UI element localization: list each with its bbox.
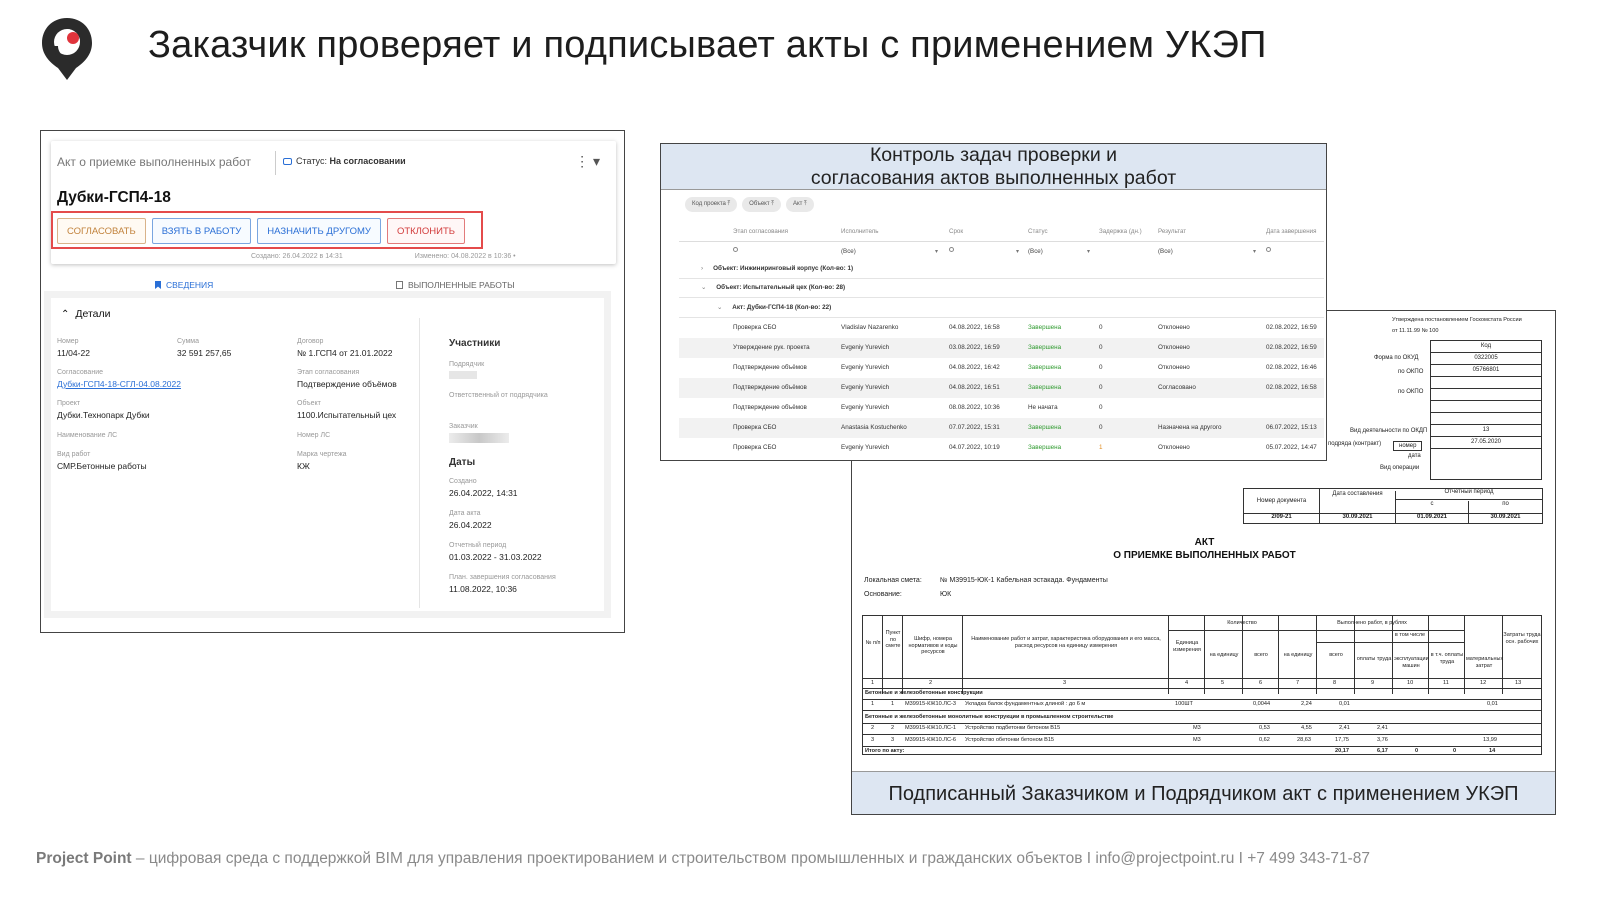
tabs-bar <box>51 276 616 298</box>
footer-text: – цифровая среда с поддержкой BIM для управления проектированием и строительством промышленных и гражданских объектов I info@projectpoint.ru I +7 499 343-71-87 <box>131 850 1371 867</box>
col-number: 7 <box>1296 680 1300 686</box>
cell-due: 03.08.2022, 16:59 <box>949 344 1000 351</box>
bookmark-icon <box>155 281 161 289</box>
empty-row <box>1431 389 1541 401</box>
approved-date: от 11.11.99 № 100 <box>1392 328 1439 334</box>
cell-done: 05.07.2022, 14:47 <box>1266 444 1317 451</box>
cell-due: 04.08.2022, 16:42 <box>949 364 1000 371</box>
col-number: 3 <box>1063 680 1067 686</box>
doc-name: Дубки-ГСП4-18 <box>57 189 171 206</box>
col-number: 11 <box>1443 680 1449 686</box>
col-number: 9 <box>1371 680 1375 686</box>
chevron-down-icon: ⌄ <box>717 304 723 311</box>
cell: 2,41 <box>1339 725 1350 731</box>
cell-result: Отклонено <box>1158 324 1190 331</box>
field-label: Ответственный от подрядчика <box>449 392 548 399</box>
redacted-value <box>449 433 509 443</box>
cell: 0,01 <box>1339 701 1350 707</box>
approve-button[interactable]: СОГЛАСОВАТЬ <box>57 218 146 244</box>
col-number: 4 <box>1185 680 1189 686</box>
section-title: Бетонные и железобетонные монолитные конструкции в промышленном строительстве <box>865 714 1114 720</box>
section-title: Бетонные и железобетонные конструкции <box>865 690 983 696</box>
act-subheading: О ПРИЕМКЕ ВЫПОЛНЕННЫХ РАБОТ <box>1113 550 1296 561</box>
col-number: 10 <box>1407 680 1414 686</box>
header-line <box>863 678 1541 679</box>
act-card-screenshot <box>40 130 625 633</box>
field-label: Объект <box>297 400 321 407</box>
task-control-table <box>660 143 1327 461</box>
table-row[interactable] <box>679 398 1324 418</box>
header-divider <box>275 151 276 175</box>
cell-executor: Evgeniy Yurevich <box>841 444 890 451</box>
code-header: Код <box>1431 341 1541 353</box>
field-contract <box>297 338 392 358</box>
cell: 0,62 <box>1259 737 1270 743</box>
modified-meta: Изменено: 04.08.2022 в 10:36 • <box>414 253 516 260</box>
field-label: Отчетный период <box>449 542 507 549</box>
chevron-right-icon: › <box>701 265 704 272</box>
cell-status: Завершена <box>1028 424 1062 431</box>
col-header-executor[interactable]: Исполнитель <box>841 228 879 235</box>
group-row[interactable] <box>679 299 1324 318</box>
cell-due: 04.07.2022, 10:19 <box>949 444 1000 451</box>
doc-type-label: Акт о приемке выполненных работ <box>57 155 251 169</box>
col-number: 2 <box>929 680 933 686</box>
cell-due: 08.08.2022, 10:36 <box>949 404 1000 411</box>
field-value: 26.04.2022, 14:31 <box>449 488 518 498</box>
field-number <box>57 338 90 358</box>
cell-stage: Проверка СБО <box>733 444 777 451</box>
doc-date-header: Дата составления <box>1320 491 1396 513</box>
field-label: Номер <box>57 338 79 345</box>
number-label: номер <box>1393 441 1422 451</box>
empty-row <box>1431 413 1541 425</box>
column-divider <box>419 318 420 608</box>
grouping-chips <box>685 197 814 212</box>
cell-due: 04.08.2022, 16:58 <box>949 324 1000 331</box>
participants-title: Участники <box>449 338 501 349</box>
cell-stage: Проверка СБО <box>733 324 777 331</box>
col-qty-unit: на единицу <box>1209 652 1239 658</box>
doc-num-value: 2/09-21 <box>1244 514 1320 524</box>
total-cell: 20,17 <box>1335 748 1349 754</box>
slide-title: Заказчик проверяет и подписывает акты с применением УКЭП <box>148 24 1267 66</box>
col-number: 6 <box>1259 680 1263 686</box>
footer-brand: Project Point <box>36 850 132 867</box>
cell: М39915-КЖ10.ЛС-1 <box>905 725 956 731</box>
works-table <box>862 615 1542 755</box>
task-control-banner <box>661 144 1326 190</box>
col-incl: в том числе <box>1394 632 1426 638</box>
footer <box>36 850 1370 868</box>
row-line <box>863 746 1541 747</box>
total-label: Итого по акту: <box>865 748 905 754</box>
okud-value: 0322005 <box>1431 353 1541 365</box>
cell: 2,24 <box>1301 701 1312 707</box>
cell-done: 02.08.2022, 16:59 <box>1266 324 1317 331</box>
cell: 3 <box>871 737 875 743</box>
take-to-work-button[interactable]: ВЗЯТЬ В РАБОТУ <box>152 218 252 244</box>
cell: Укладка балок фундаментных длиной : до 6 м <box>965 701 1086 707</box>
field-responsible <box>449 392 548 402</box>
dropdown-icon[interactable]: ▾ <box>1253 248 1257 255</box>
field-label: Дата акта <box>449 510 481 517</box>
cell: 28,63 <box>1297 737 1311 743</box>
field-label: Подрядчик <box>449 361 485 368</box>
col-name: Наименование работ и затрат, характеристика оборудования и его масса, расход ресурсов на единицу измерения <box>971 636 1161 649</box>
field-ls-number <box>297 432 330 442</box>
redacted-value <box>449 371 477 379</box>
field-label: Проект <box>57 400 81 407</box>
approved-by: Утверждена постановлением Госкомстата России <box>1392 317 1522 323</box>
field-approval <box>57 369 181 389</box>
details-title: Детали <box>75 308 111 320</box>
cell-stage: Подтверждение объёмов <box>733 384 807 391</box>
header-line <box>1317 642 1465 643</box>
field-value: 11.08.2022, 10:36 <box>449 584 517 594</box>
field-label: Марка чертежа <box>297 451 347 458</box>
cell: 2,41 <box>1377 725 1388 731</box>
field-label: Создано <box>449 478 477 485</box>
meta-line <box>251 253 588 260</box>
field-value: Дубки.Технопарк Дубки <box>57 410 150 420</box>
total-cell: 0 <box>1453 748 1457 754</box>
status-prefix: Статус: <box>296 156 330 166</box>
cell-status: Завершена <box>1028 384 1062 391</box>
cell-status: Завершена <box>1028 444 1062 451</box>
col-header-status[interactable]: Статус <box>1028 228 1048 235</box>
col-done: Выполнено работ, в рублях <box>1337 620 1407 626</box>
field-period <box>449 542 542 562</box>
document-icon <box>396 281 403 289</box>
col-header-stage[interactable]: Этап согласования <box>733 228 788 235</box>
col-header-due[interactable]: Срок <box>949 228 964 235</box>
okpo2-label: по ОКПО <box>1398 389 1424 395</box>
cell-due: 04.08.2022, 16:51 <box>949 384 1000 391</box>
field-plan <box>449 574 556 594</box>
to-value: 30.09.2021 <box>1490 514 1521 520</box>
field-drawing <box>297 451 347 471</box>
cell: М39915-КЖ10.ЛС-6 <box>905 737 956 743</box>
field-value: 26.04.2022 <box>449 520 492 530</box>
field-created <box>449 478 518 498</box>
chip-object[interactable]: Объект ⤒ <box>742 197 781 212</box>
field-value: СМР.Бетонные работы <box>57 461 147 471</box>
col-qty-total: всего <box>1254 652 1268 658</box>
field-value: 1100.Испытательный цех <box>297 410 397 420</box>
cell-executor: Anastasia Kostuchenko <box>841 424 907 431</box>
group-label: Акт: Дубки-ГСП4-18 (Кол-во: 22) <box>732 304 832 311</box>
cell-status: Не начата <box>1028 404 1058 411</box>
field-label: Вид работ <box>57 451 91 458</box>
col-number: 8 <box>1333 680 1337 686</box>
col-qty: Количество <box>1227 620 1257 626</box>
cell: 3,76 <box>1377 737 1388 743</box>
header-line <box>863 688 1541 689</box>
field-label: Номер ЛС <box>297 432 331 439</box>
cell-stage: Утверждение рук. проекта <box>733 344 810 351</box>
col-wage: оплаты труда <box>1356 656 1392 662</box>
dropdown-icon[interactable]: ▾ <box>935 248 939 255</box>
header-divider <box>679 241 1324 242</box>
cell-done: 02.08.2022, 16:59 <box>1266 344 1317 351</box>
contract-label: подряда (контракт) <box>1328 441 1382 447</box>
group-label: Объект: Испытательный цех (Кол-во: 28) <box>716 284 846 291</box>
search-icon[interactable] <box>1266 247 1271 252</box>
col-header-delay[interactable]: Задержка (дн.) <box>1099 228 1142 235</box>
cell-due: 07.07.2022, 15:31 <box>949 424 1000 431</box>
table-row[interactable] <box>679 318 1324 338</box>
table-row[interactable] <box>679 358 1324 378</box>
field-sum <box>177 338 231 358</box>
row-line <box>863 710 1541 711</box>
banner-line-2: согласования актов выполненных работ <box>810 167 1177 189</box>
banner-line-1: Контроль задач проверки и <box>869 144 1118 166</box>
total-cell: 0 <box>1415 748 1419 754</box>
doc-num-header: Номер документа <box>1244 489 1320 513</box>
okpo-value: 05766801 <box>1431 365 1541 377</box>
filter-status[interactable]: (Все) <box>1028 248 1043 255</box>
dropdown-icon[interactable]: ▾ <box>1087 248 1091 255</box>
cell-done: 06.07.2022, 15:13 <box>1266 424 1317 431</box>
field-label: Заказчик <box>449 423 478 430</box>
col-header-done[interactable]: Дата завершения <box>1266 228 1317 235</box>
col-materials: материальных затрат <box>1466 656 1504 669</box>
status-tag-icon <box>283 158 292 165</box>
estimate-label: Локальная смета: <box>864 577 922 584</box>
status-indicator <box>283 156 406 166</box>
cell-status: Завершена <box>1028 364 1062 371</box>
field-stage <box>297 369 397 389</box>
empty-row <box>1431 401 1541 413</box>
col-machine: эксплуатации машин <box>1394 656 1429 669</box>
col-number: 12 <box>1480 680 1487 686</box>
cell-result: Отклонено <box>1158 344 1190 351</box>
search-icon[interactable] <box>949 247 954 252</box>
field-value: 32 591 257,65 <box>177 348 232 358</box>
filter-result[interactable]: (Все) <box>1158 248 1173 255</box>
act-card-header <box>51 141 616 264</box>
field-work-type <box>57 451 147 471</box>
basis-label: Основание: <box>864 591 902 598</box>
dates-title: Даты <box>449 457 476 468</box>
field-customer <box>449 423 509 443</box>
cell-result: Назначена на другого <box>1158 424 1222 431</box>
estimate-value: № М39915-ЮК-1 Кабельная эстакада. Фундаменты <box>940 577 1108 584</box>
table-row[interactable] <box>679 378 1324 398</box>
chip-act[interactable]: Акт ⤒ <box>786 197 814 212</box>
okdp-label: Вид деятельности по ОКДП <box>1350 428 1428 434</box>
cell-delay: 0 <box>1099 324 1103 331</box>
field-label: Согласование <box>57 369 103 376</box>
cell: 1 <box>891 701 895 707</box>
period-header: Отчетный период <box>1396 489 1542 500</box>
cell-done: 02.08.2022, 16:46 <box>1266 364 1317 371</box>
cell: 1 <box>871 701 875 707</box>
field-ls-name <box>57 432 117 442</box>
doc-date-value: 30.09.2021 <box>1320 514 1396 524</box>
okud-label: Форма по ОКУД <box>1374 355 1419 361</box>
cell-stage: Проверка СБО <box>733 424 777 431</box>
reject-button[interactable]: ОТКЛОНИТЬ <box>387 218 465 244</box>
cell-result: Согласовано <box>1158 384 1196 391</box>
chevron-down-icon: ⌄ <box>701 284 707 291</box>
period-from: с <box>1396 501 1469 513</box>
field-label: Сумма <box>177 338 199 345</box>
codes-box <box>1430 340 1542 480</box>
tab-info-label: СВЕДЕНИЯ <box>166 280 214 290</box>
field-contractor <box>449 361 484 379</box>
cell: 3 <box>891 737 895 743</box>
table-row[interactable] <box>679 438 1324 458</box>
cell-status: Завершена <box>1028 324 1062 331</box>
project-point-logo <box>40 16 94 82</box>
cell-executor: Evgeniy Yurevich <box>841 404 890 411</box>
tab-info[interactable] <box>155 280 213 290</box>
cell: 0,01 <box>1487 701 1498 707</box>
group-label: Объект: Инжиниринговый корпус (Кол-во: 1) <box>713 265 854 272</box>
operation-label: Вид операции <box>1380 465 1420 471</box>
basis-value: ЮК <box>940 591 952 598</box>
document-number-table <box>1243 488 1543 524</box>
header-line <box>1169 630 1465 631</box>
cell: Устройство обетонки бетоном В15 <box>965 737 1055 743</box>
cell-executor: Evgeniy Yurevich <box>841 364 890 371</box>
filter-executor[interactable]: (Все) <box>841 248 856 255</box>
field-act-date <box>449 510 492 530</box>
table-row[interactable] <box>679 418 1324 438</box>
date-label: дата <box>1408 453 1421 459</box>
cell-delay: 0 <box>1099 404 1103 411</box>
col-divider <box>883 616 903 694</box>
empty-row <box>1431 377 1541 389</box>
cell-delay: 0 <box>1099 344 1103 351</box>
period-to: по <box>1502 501 1509 507</box>
kebab-icon[interactable]: ⋮ ▾ <box>575 153 600 169</box>
cell-done: 02.08.2022, 16:58 <box>1266 384 1317 391</box>
chevron-up-icon: ⌃ <box>61 309 70 320</box>
col-per-unit: на единицу <box>1283 652 1313 658</box>
created-meta: Создано: 26.04.2022 в 14:31 <box>251 253 343 260</box>
field-label: Этап согласования <box>297 369 360 376</box>
col-pos: Пункт по смете <box>885 630 901 649</box>
row-line <box>863 734 1541 735</box>
cell-status: Завершена <box>1028 344 1062 351</box>
col-number: 1 <box>871 680 875 686</box>
col-code: Шифр, номера нормативов и коды ресурсов <box>908 636 958 655</box>
cell-result: Отклонено <box>1158 364 1190 371</box>
row-line <box>863 699 1541 700</box>
date-value: 27.05.2020 <box>1431 437 1541 449</box>
cell-delay: 0 <box>1099 384 1103 391</box>
okpo-label: по ОКПО <box>1398 369 1424 375</box>
total-cell: 6,17 <box>1377 748 1388 754</box>
cell-delay: 0 <box>1099 424 1103 431</box>
act-heading: АКТ <box>1194 537 1215 548</box>
cell: М3 <box>1193 725 1201 731</box>
search-icon[interactable] <box>733 247 738 252</box>
dropdown-icon[interactable]: ▾ <box>1016 248 1020 255</box>
cell: 100ШТ <box>1175 701 1193 707</box>
cell: Устройство подбетонки бетоном В15 <box>965 725 1061 731</box>
action-buttons-highlight <box>51 211 483 249</box>
field-label: Наименование ЛС <box>57 432 118 439</box>
approval-link[interactable]: Дубки-ГСП4-18-СГЛ-04.08.2022 <box>57 379 181 389</box>
col-unit: Единица измерения <box>1173 640 1201 653</box>
cell-delay: 0 <box>1099 364 1103 371</box>
number-value: 13 <box>1431 425 1541 437</box>
field-project <box>57 400 150 420</box>
col-header-result[interactable]: Результат <box>1158 228 1187 235</box>
assign-other-button[interactable]: НАЗНАЧИТЬ ДРУГОМУ <box>257 218 381 244</box>
field-value: Подтверждение объёмов <box>297 379 397 389</box>
cell: М3 <box>1193 737 1201 743</box>
field-value: 01.03.2022 - 31.03.2022 <box>449 552 542 562</box>
field-value: 11/04-22 <box>57 348 90 358</box>
col-incl-wage: в т.ч. оплаты труда <box>1430 652 1464 665</box>
empty-row <box>1431 449 1541 461</box>
cell-executor: Evgeniy Yurevich <box>841 384 890 391</box>
group-row[interactable] <box>679 279 1324 298</box>
cell-executor: Vladislav Nazarenko <box>841 324 899 331</box>
field-value: КЖ <box>297 461 310 471</box>
table-row[interactable] <box>679 338 1324 358</box>
field-value: № 1.ГСП4 от 21.01.2022 <box>297 348 393 358</box>
cell: 2 <box>891 725 895 731</box>
tab-completed-work[interactable] <box>396 280 515 290</box>
from-value: 01.09.2021 <box>1396 514 1469 524</box>
col-total: всего <box>1329 652 1343 658</box>
cell-result: Отклонено <box>1158 444 1190 451</box>
details-card <box>51 298 604 611</box>
group-row[interactable] <box>679 260 1324 279</box>
tab-work-label: ВЫПОЛНЕННЫЕ РАБОТЫ <box>408 280 515 290</box>
cell: 17,75 <box>1335 737 1349 743</box>
field-object <box>297 400 396 420</box>
cell-executor: Evgeniy Yurevich <box>841 344 890 351</box>
cell: 0,0044 <box>1253 701 1271 707</box>
cell: М39915-КЖ10.ЛС-3 <box>905 701 956 707</box>
col-number: 13 <box>1515 680 1522 686</box>
col-number: 5 <box>1221 680 1225 686</box>
details-toggle[interactable] <box>61 308 111 320</box>
field-label: Договор <box>297 338 324 345</box>
col-num: № п/п <box>865 640 881 646</box>
cell: 2 <box>871 725 875 731</box>
chip-project-code[interactable]: Код проекта ⤒ <box>685 197 737 212</box>
field-label: План. завершения согласования <box>449 574 556 581</box>
total-cell: 14 <box>1489 748 1496 754</box>
signed-act-banner: Подписанный Заказчиком и Подрядчиком акт с применением УКЭП <box>852 771 1555 815</box>
status-value: На согласовании <box>329 156 406 166</box>
cell: 13,99 <box>1483 737 1497 743</box>
cell: 0,53 <box>1259 725 1270 731</box>
col-labor: Затраты труда осн. рабочих <box>1503 632 1541 645</box>
cell: 4,55 <box>1301 725 1312 731</box>
cell-delay: 1 <box>1099 444 1103 451</box>
cell-stage: Подтверждение объёмов <box>733 404 807 411</box>
row-line <box>863 723 1541 724</box>
cell-stage: Подтверждение объёмов <box>733 364 807 371</box>
